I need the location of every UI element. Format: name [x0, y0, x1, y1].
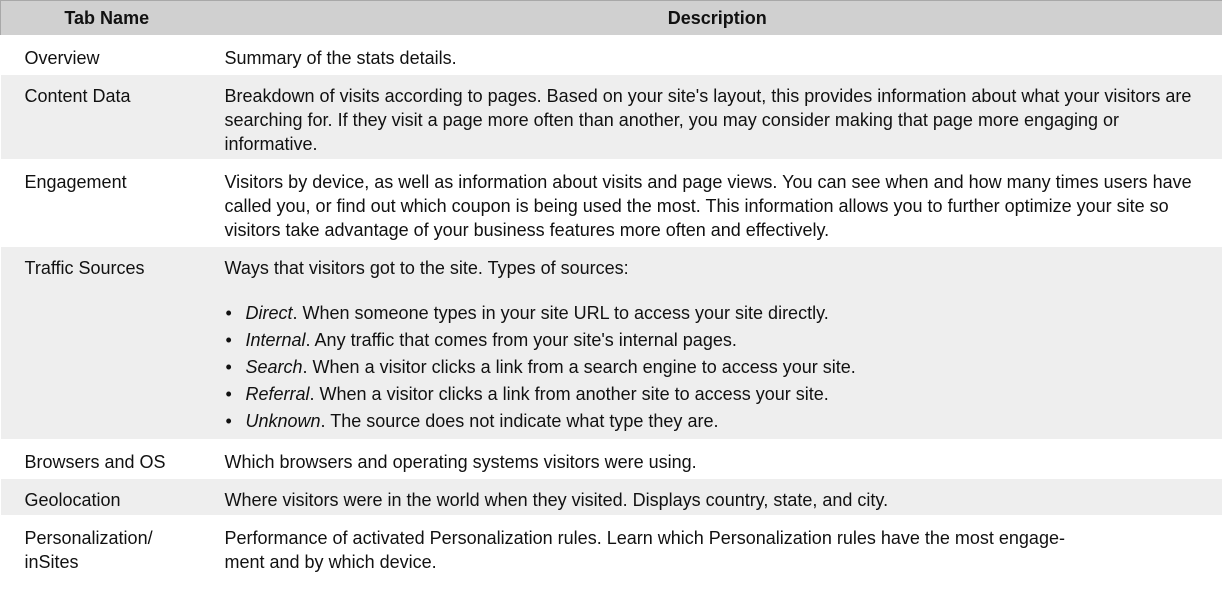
traffic-source-list: [225, 301, 1213, 433]
source-text: . When a visitor clicks a link from a search engine to access your site.: [302, 357, 856, 377]
header-description: Description: [213, 1, 1222, 37]
source-text: . When a visitor clicks a link from another site to access your site.: [309, 384, 829, 404]
source-term: Direct: [245, 303, 293, 323]
bullet-icon: •: [225, 330, 232, 350]
tab-name-cell: Content Data: [1, 74, 213, 160]
source-term: Unknown: [245, 411, 321, 431]
header-tab-name: Tab Name: [1, 1, 213, 37]
tab-name-line: inSites: [24, 552, 79, 572]
list-item-internal: [225, 328, 1213, 352]
description-line: Performance of activated Personalization rules. Learn which Personalization rules have the most engage-: [224, 528, 1065, 548]
list-item-referral: [225, 382, 1213, 406]
traffic-sources-intro: Ways that visitors got to the site. Types of sources:: [224, 258, 629, 278]
table-row-traffic-sources: [1, 246, 1222, 440]
table-header: [1, 1, 1222, 37]
source-term: Internal: [245, 330, 306, 350]
bullet-icon: •: [225, 411, 232, 431]
bullet-icon: •: [225, 357, 232, 377]
description-cell: Visitors by device, as well as information about visits and page views. You can see when and how many times users have called you, or find out which coupon is being used the most. This information allows you to further optimize your site so visitors take advantage of your business features more often and effectively.: [213, 160, 1222, 246]
tab-name-line: Personalization/: [24, 528, 153, 548]
table-row-geolocation: [1, 478, 1222, 516]
description-cell: Which browsers and operating systems visitors were using.: [213, 440, 1222, 478]
source-text: . Any traffic that comes from your site's internal pages.: [305, 330, 737, 350]
source-term: Referral: [245, 384, 310, 404]
tab-name-cell: Traffic Sources: [1, 246, 213, 440]
description-cell: Breakdown of visits according to pages. Based on your site's layout, this provides information about what your visitors are searching for. If they visit a page more often than another, you may consider making that page more engaging or informative.: [213, 74, 1222, 160]
table-row-content-data: [1, 74, 1222, 160]
table-row-personalization: [1, 516, 1222, 577]
description-line: ment and by which device.: [224, 552, 437, 572]
table-row-engagement: [1, 160, 1222, 246]
list-item-direct: [225, 301, 1213, 325]
table-row-overview: [1, 36, 1222, 74]
description-cell: Where visitors were in the world when they visited. Displays country, state, and city.: [213, 478, 1222, 516]
source-text: . When someone types in your site URL to access your site directly.: [292, 303, 829, 323]
header-row: [1, 1, 1222, 37]
tab-name-cell: Browsers and OS: [1, 440, 213, 478]
bullet-icon: •: [225, 303, 232, 323]
description-cell: Summary of the stats details.: [213, 36, 1222, 74]
description-cell: [213, 516, 1222, 577]
tab-name-cell: [1, 516, 213, 577]
tab-name-cell: Overview: [1, 36, 213, 74]
source-term: Search: [245, 357, 303, 377]
list-item-search: [225, 355, 1213, 379]
bullet-icon: •: [225, 384, 232, 404]
tab-name-cell: Engagement: [1, 160, 213, 246]
source-text: . The source does not indicate what type they are.: [320, 411, 719, 431]
list-item-unknown: [225, 409, 1213, 433]
table-row-browsers-and-os: [1, 440, 1222, 478]
description-cell: [213, 246, 1222, 440]
tab-name-cell: Geolocation: [1, 478, 213, 516]
